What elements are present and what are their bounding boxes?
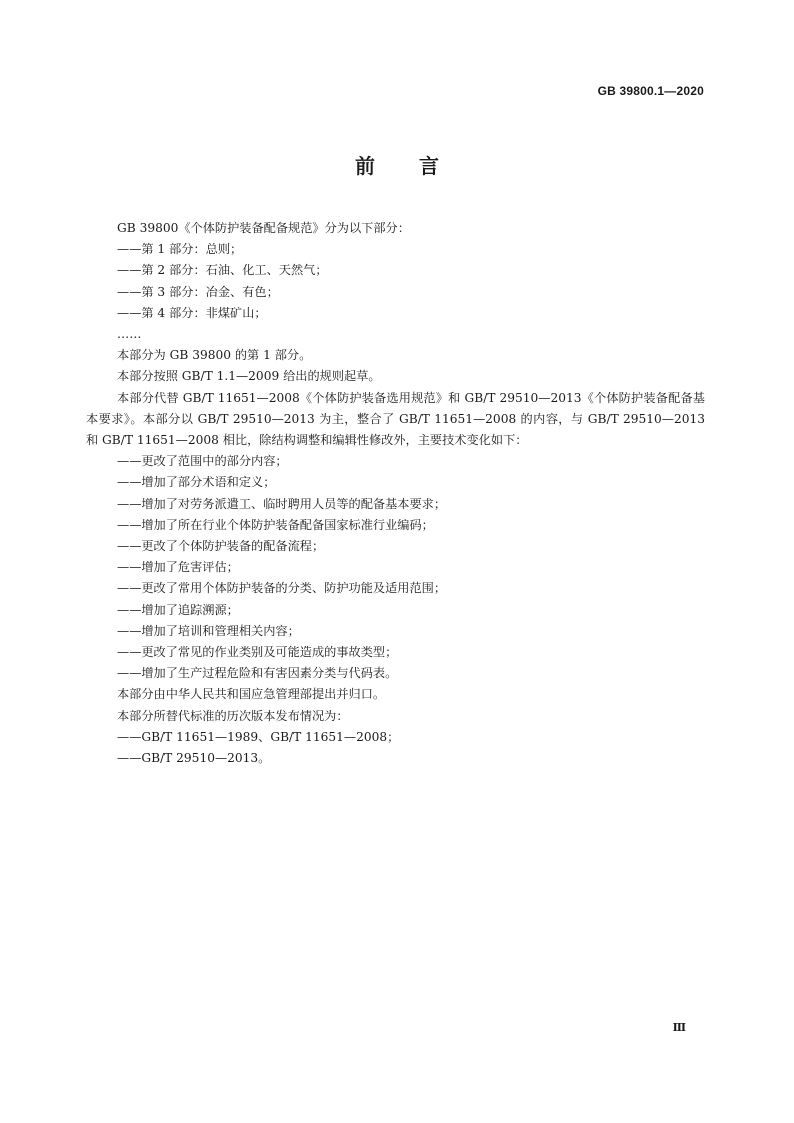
list-item: ——GB/T 29510—2013。 — [117, 751, 271, 766]
list-item: ——更改了常见的作业类别及可能造成的事故类型； — [117, 645, 398, 660]
list-item: ——第 1 部分：总则； — [117, 242, 243, 257]
page-title: 前言 — [355, 154, 483, 178]
list-item: ——第 3 部分：冶金、有色； — [117, 284, 279, 299]
drafting-line: 本部分按照 GB/T 1.1—2009 给出的规则起草。 — [117, 369, 381, 384]
list-item: ——增加了对劳务派遣工、临时聘用人员等的配备基本要求； — [117, 496, 447, 511]
list-item: ——增加了培训和管理相关内容； — [117, 623, 300, 638]
this-part-line: 本部分为 GB 39800 的第 1 部分。 — [117, 348, 312, 363]
proposed-line: 本部分由中华人民共和国应急管理部提出并归口。 — [117, 687, 386, 702]
foreword-body — [86, 218, 705, 769]
page-number: Ⅲ — [672, 1021, 686, 1034]
history-intro-line: 本部分所替代标准的历次版本发布情况为： — [117, 708, 349, 723]
list-item: ——GB/T 11651—1989、GB/T 11651—2008； — [117, 729, 400, 744]
ellipsis: …… — [117, 327, 142, 342]
list-item: ——增加了部分术语和定义； — [117, 475, 276, 490]
list-item: ——增加了危害评估； — [117, 560, 239, 575]
list-item: ——增加了追踪溯源； — [117, 602, 239, 617]
list-item: ——第 4 部分：非煤矿山； — [117, 305, 267, 320]
standard-code: GB 39800.1—2020 — [597, 84, 704, 98]
list-item: ——更改了常用个体防护装备的分类、防护功能及适用范围； — [117, 581, 447, 596]
list-item: ——增加了所在行业个体防护装备配备国家标准行业编码； — [117, 517, 434, 532]
list-item: ——更改了个体防护装备的配备流程； — [117, 539, 325, 554]
list-item: ——增加了生产过程危险和有害因素分类与代码表。 — [117, 666, 398, 681]
intro-line: GB 39800《个体防护装备配备规范》分为以下部分： — [117, 221, 410, 235]
replaces-paragraph: 本部分代替 GB/T 11651—2008《个体防护装备选用规范》和 GB/T 29510—2013《个体防护装备配备基本要求》。本部分以 GB/T 29510—2013 为主，整合了 GB/T 11651—2008 的内容，与 GB/T 29510—2013 和 GB/T 11651—2008 相比，除结构调整和编辑性修改外，主要技术变化如下： — [86, 390, 705, 448]
list-item: ——第 2 部分：石油、化工、天然气； — [117, 263, 328, 278]
list-item: ——更改了范围中的部分内容； — [117, 454, 288, 469]
